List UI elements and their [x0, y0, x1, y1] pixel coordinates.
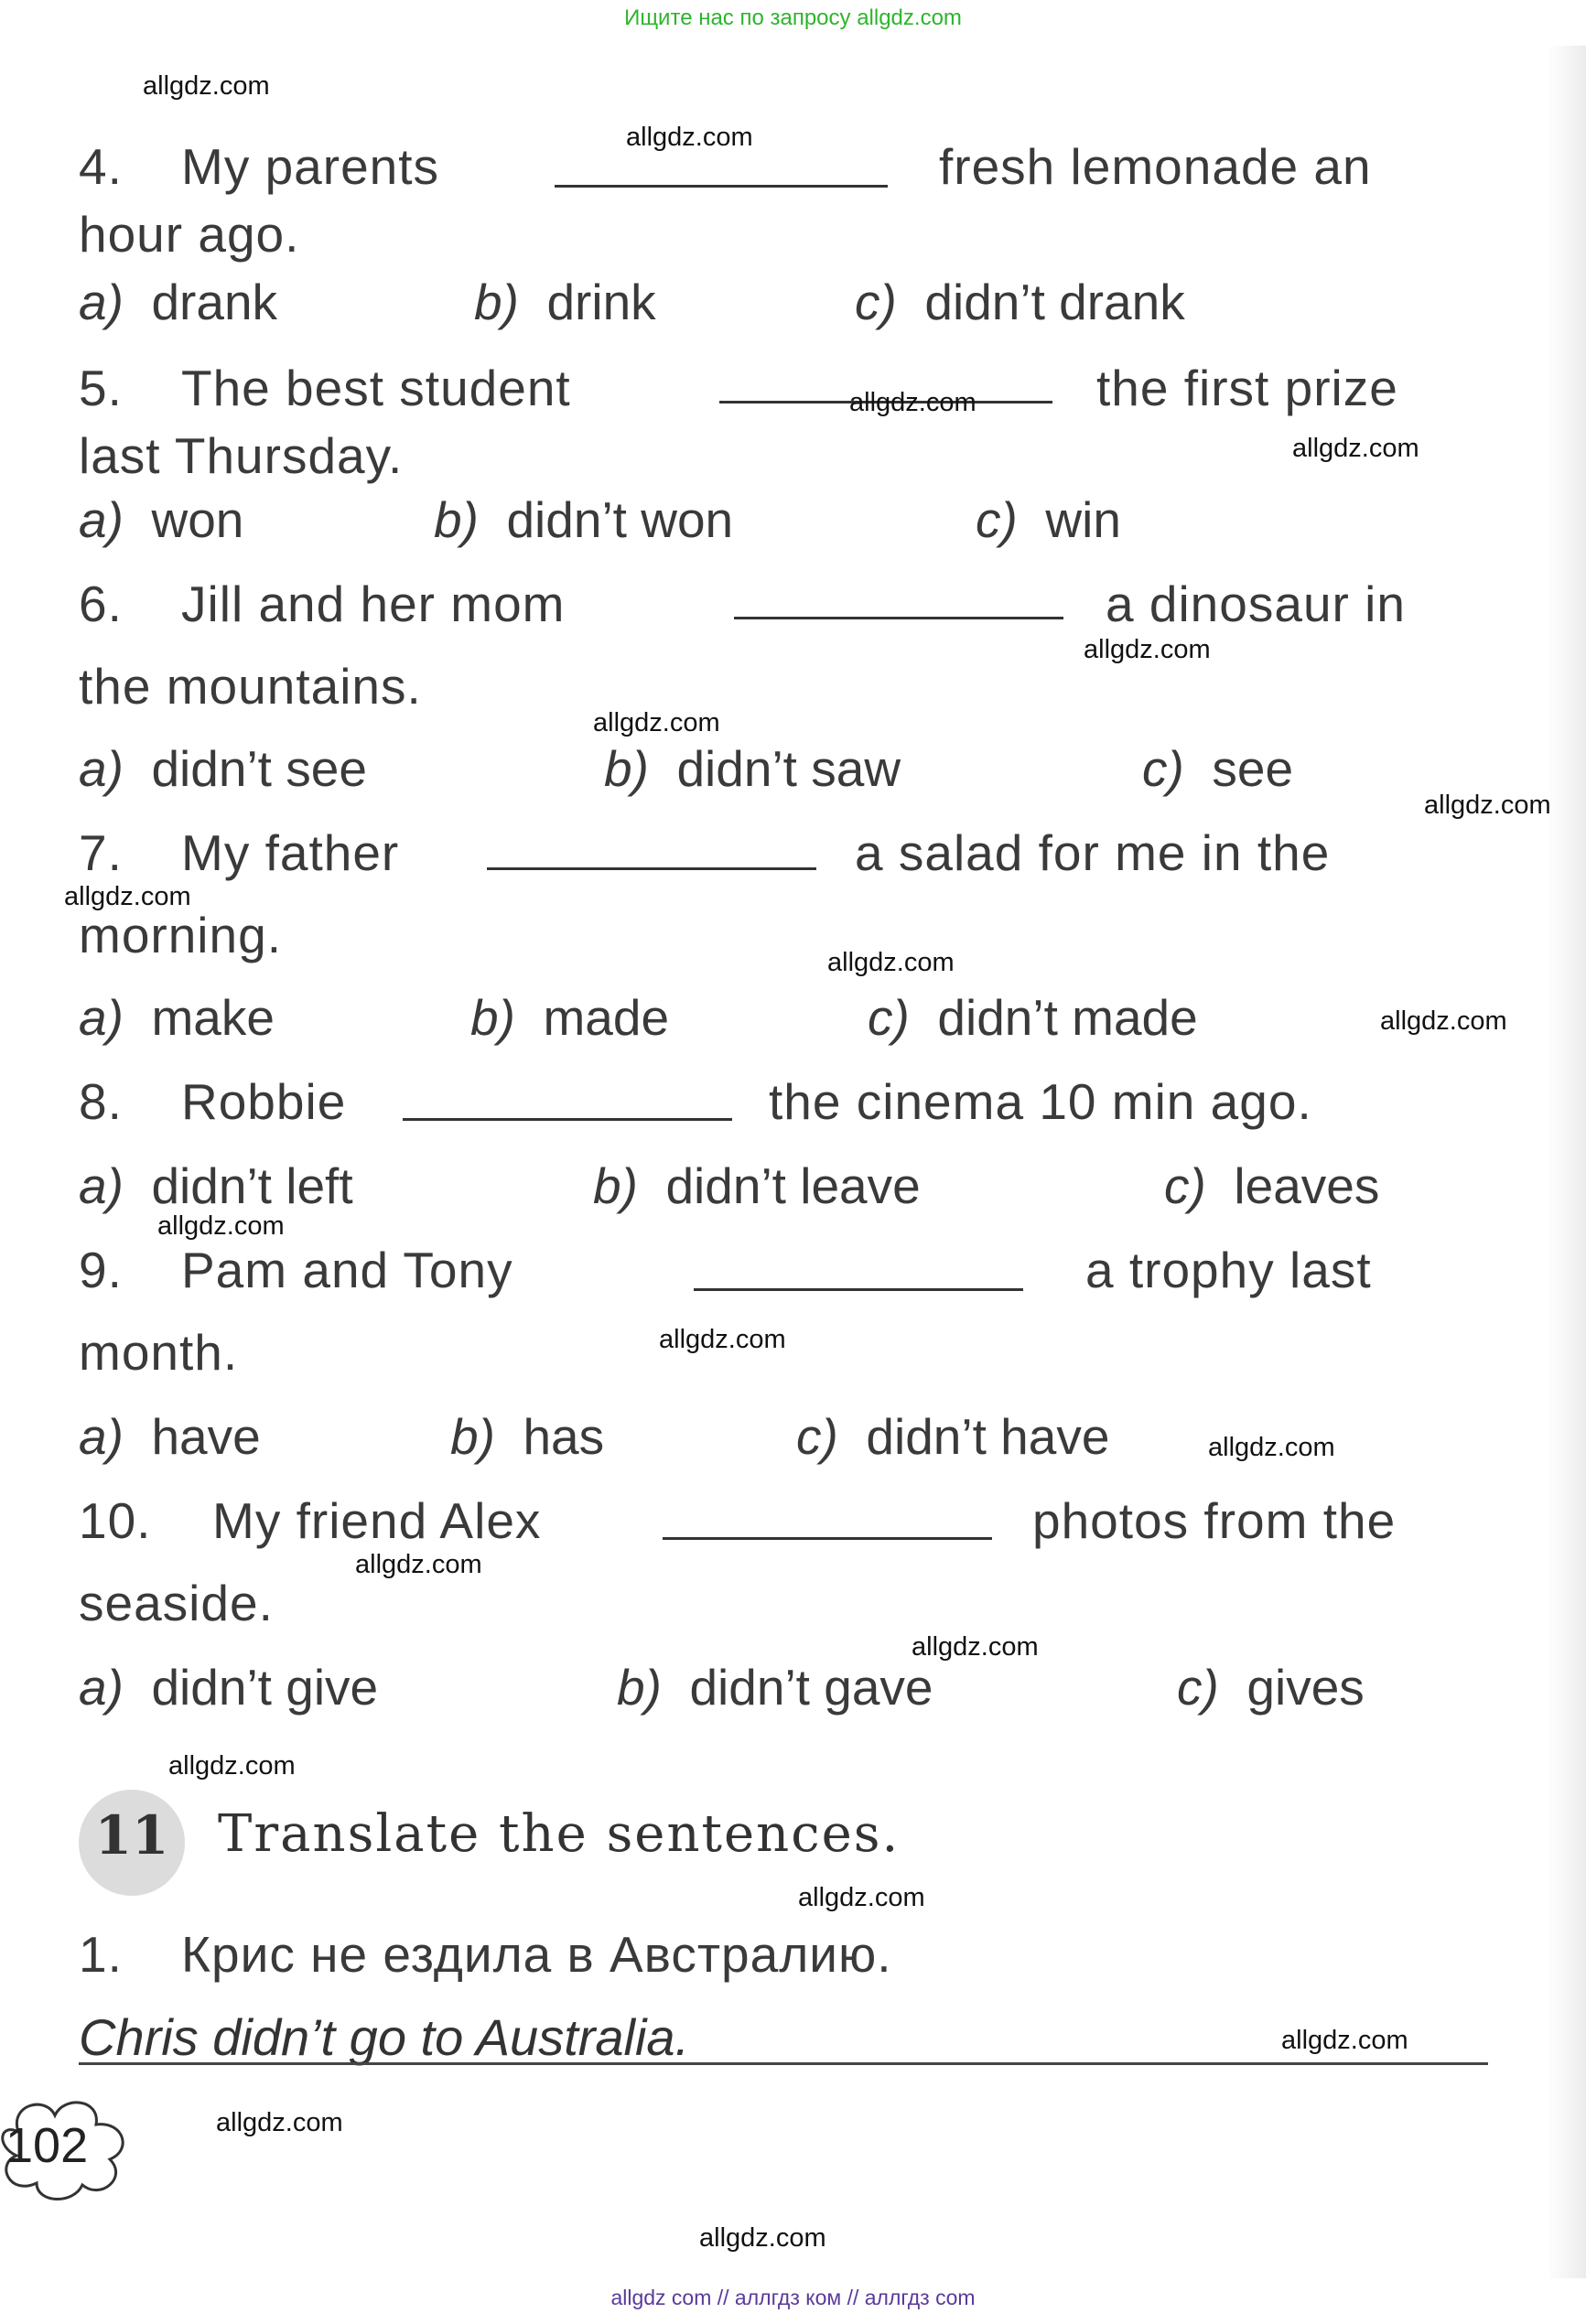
exercise-8-option-a[interactable] — [79, 1157, 353, 1215]
option-c-text: didn’t made — [937, 989, 1198, 1046]
watermark: allgdz.com — [1424, 791, 1551, 820]
exercise-9-option-c[interactable] — [796, 1407, 1109, 1466]
task-title: Translate the sentences. — [218, 1804, 901, 1864]
exercise-8-text-end: the cinema 10 min ago. — [769, 1073, 1312, 1130]
option-b-text: didn’t leave — [665, 1157, 921, 1214]
option-b-label: b) — [434, 491, 479, 548]
header-banner: Ищите нас по запросу allgdz.com — [624, 5, 962, 30]
exercise-10-option-c[interactable] — [1177, 1658, 1365, 1716]
option-c-label: c) — [1142, 740, 1184, 797]
option-a-label: a) — [79, 274, 124, 330]
watermark: allgdz.com — [626, 123, 753, 152]
exercise-7-text-start: My father — [181, 824, 400, 881]
watermark: allgdz.com — [64, 882, 191, 911]
option-a-label: a) — [79, 1659, 124, 1716]
option-b-label: b) — [474, 274, 519, 330]
option-a-label: a) — [79, 491, 124, 548]
watermark: allgdz.com — [849, 388, 976, 417]
exercise-10-number: 10. — [79, 1492, 152, 1549]
option-a-label: a) — [79, 1157, 124, 1214]
exercise-10-option-a[interactable] — [79, 1658, 378, 1716]
exercise-6-text-start: Jill and her mom — [181, 576, 566, 632]
option-b-label: b) — [470, 989, 515, 1046]
exercise-6-blank[interactable] — [734, 617, 1063, 619]
option-b-text: has — [523, 1408, 605, 1465]
watermark: allgdz.com — [1208, 1433, 1335, 1462]
option-c-text: leaves — [1234, 1157, 1380, 1214]
exercise-8-number: 8. — [79, 1073, 123, 1130]
exercise-5-text-end: the first prize — [1096, 360, 1398, 416]
exercise-4-number: 4. — [79, 138, 123, 195]
watermark: allgdz.com — [143, 71, 270, 101]
exercise-6-option-c[interactable] — [1142, 739, 1293, 798]
option-a-text: didn’t left — [151, 1157, 353, 1214]
option-a-text: won — [151, 491, 244, 548]
exercise-4-text-end: fresh lemonade an — [939, 138, 1372, 195]
exercise-4-blank[interactable] — [555, 185, 888, 188]
exercise-5-text-start: The best student — [181, 360, 571, 416]
option-a-label: a) — [79, 989, 124, 1046]
watermark: allgdz.com — [699, 2223, 826, 2253]
watermark: allgdz.com — [1281, 2026, 1408, 2055]
watermark: allgdz.com — [168, 1751, 296, 1781]
option-a-text: make — [151, 989, 275, 1046]
task-item-text: Крис не ездила в Австралию. — [181, 1926, 892, 1983]
watermark: allgdz.com — [1380, 1006, 1507, 1036]
option-b-text: didn’t saw — [676, 740, 901, 797]
option-b-label: b) — [617, 1659, 662, 1716]
option-c-text: win — [1045, 491, 1121, 548]
page-number: 102 — [5, 2118, 89, 2173]
watermark: allgdz.com — [798, 1883, 925, 1912]
exercise-10-option-b[interactable] — [617, 1658, 933, 1716]
task-item-number: 1. — [79, 1926, 123, 1983]
watermark: allgdz.com — [216, 2108, 343, 2137]
exercise-7-blank[interactable] — [487, 867, 816, 870]
option-b-text: didn’t gave — [689, 1659, 933, 1716]
option-a-label: a) — [79, 1408, 124, 1465]
option-a-text: have — [151, 1408, 261, 1465]
exercise-7-number: 7. — [79, 824, 123, 881]
page-edge-shadow — [1547, 46, 1586, 2278]
option-c-label: c) — [796, 1408, 838, 1465]
option-c-label: c) — [1177, 1659, 1219, 1716]
exercise-5-option-c[interactable] — [976, 490, 1121, 549]
option-a-text: drank — [151, 274, 278, 330]
option-c-text: see — [1212, 740, 1294, 797]
exercise-6-text-line2: the mountains. — [79, 658, 422, 715]
watermark: allgdz.com — [659, 1325, 786, 1354]
exercise-5-option-a[interactable] — [79, 490, 243, 549]
option-c-label: c) — [868, 989, 910, 1046]
exercise-4-option-a[interactable] — [79, 273, 277, 331]
exercise-8-blank[interactable] — [403, 1118, 732, 1121]
option-b-label: b) — [450, 1408, 495, 1465]
exercise-7-option-b[interactable] — [470, 988, 669, 1047]
exercise-5-text-line2: last Thursday. — [79, 427, 404, 484]
exercise-9-text-line2: month. — [79, 1324, 239, 1381]
watermark: allgdz.com — [157, 1211, 285, 1241]
watermark: allgdz.com — [355, 1550, 482, 1579]
exercise-9-blank[interactable] — [694, 1288, 1023, 1291]
option-a-text: didn’t give — [151, 1659, 379, 1716]
exercise-4-option-b[interactable] — [474, 273, 656, 331]
exercise-9-option-a[interactable] — [79, 1407, 261, 1466]
watermark: allgdz.com — [912, 1632, 1039, 1662]
exercise-6-option-b[interactable] — [604, 739, 901, 798]
option-b-text: didn’t won — [506, 491, 734, 548]
exercise-4-text-line2: hour ago. — [79, 206, 300, 263]
watermark: allgdz.com — [827, 948, 955, 977]
watermark: allgdz.com — [1084, 635, 1211, 664]
option-c-text: gives — [1246, 1659, 1365, 1716]
footer-banner: allgdz com // аллгдз ком // аллгдз com — [610, 2286, 976, 2309]
exercise-4-text-start: My parents — [181, 138, 440, 195]
option-c-label: c) — [1164, 1157, 1206, 1214]
exercise-5-number: 5. — [79, 360, 123, 416]
exercise-4-option-c[interactable] — [855, 273, 1185, 331]
option-c-label: c) — [855, 274, 897, 330]
option-a-label: a) — [79, 740, 124, 797]
option-c-text: didn’t drank — [924, 274, 1185, 330]
exercise-7-option-a[interactable] — [79, 988, 275, 1047]
task-number: 11 — [94, 1804, 169, 1867]
option-b-text: made — [543, 989, 670, 1046]
answer-underline — [79, 2062, 1488, 2065]
exercise-6-option-a[interactable] — [79, 739, 367, 798]
exercise-9-text-end: a trophy last — [1085, 1242, 1372, 1298]
exercise-9-text-start: Pam and Tony — [181, 1242, 513, 1298]
exercise-8-text-start: Robbie — [181, 1073, 347, 1130]
option-a-text: didn’t see — [151, 740, 367, 797]
exercise-9-option-b[interactable] — [450, 1407, 604, 1466]
watermark: allgdz.com — [1292, 434, 1419, 463]
option-c-label: c) — [976, 491, 1018, 548]
option-b-label: b) — [604, 740, 649, 797]
exercise-10-blank[interactable] — [663, 1537, 992, 1540]
option-b-label: b) — [593, 1157, 638, 1214]
exercise-8-option-c[interactable] — [1164, 1157, 1379, 1215]
exercise-7-option-c[interactable] — [868, 988, 1198, 1047]
option-b-text: drink — [546, 274, 656, 330]
exercise-10-text-start: My friend Alex — [212, 1492, 542, 1549]
exercise-6-number: 6. — [79, 576, 123, 632]
option-c-text: didn’t have — [866, 1408, 1110, 1465]
exercise-6-text-end: a dinosaur in — [1106, 576, 1406, 632]
exercise-8-option-b[interactable] — [593, 1157, 921, 1215]
exercise-7-text-end: a salad for me in the — [855, 824, 1331, 881]
exercise-7-text-line2: morning. — [79, 907, 282, 963]
task-answer[interactable]: Chris didn’t go to Australia. — [79, 2008, 690, 2066]
exercise-5-option-b[interactable] — [434, 490, 733, 549]
exercise-10-text-end: photos from the — [1032, 1492, 1397, 1549]
watermark: allgdz.com — [593, 708, 720, 737]
exercise-10-text-line2: seaside. — [79, 1575, 274, 1631]
exercise-9-number: 9. — [79, 1242, 123, 1298]
